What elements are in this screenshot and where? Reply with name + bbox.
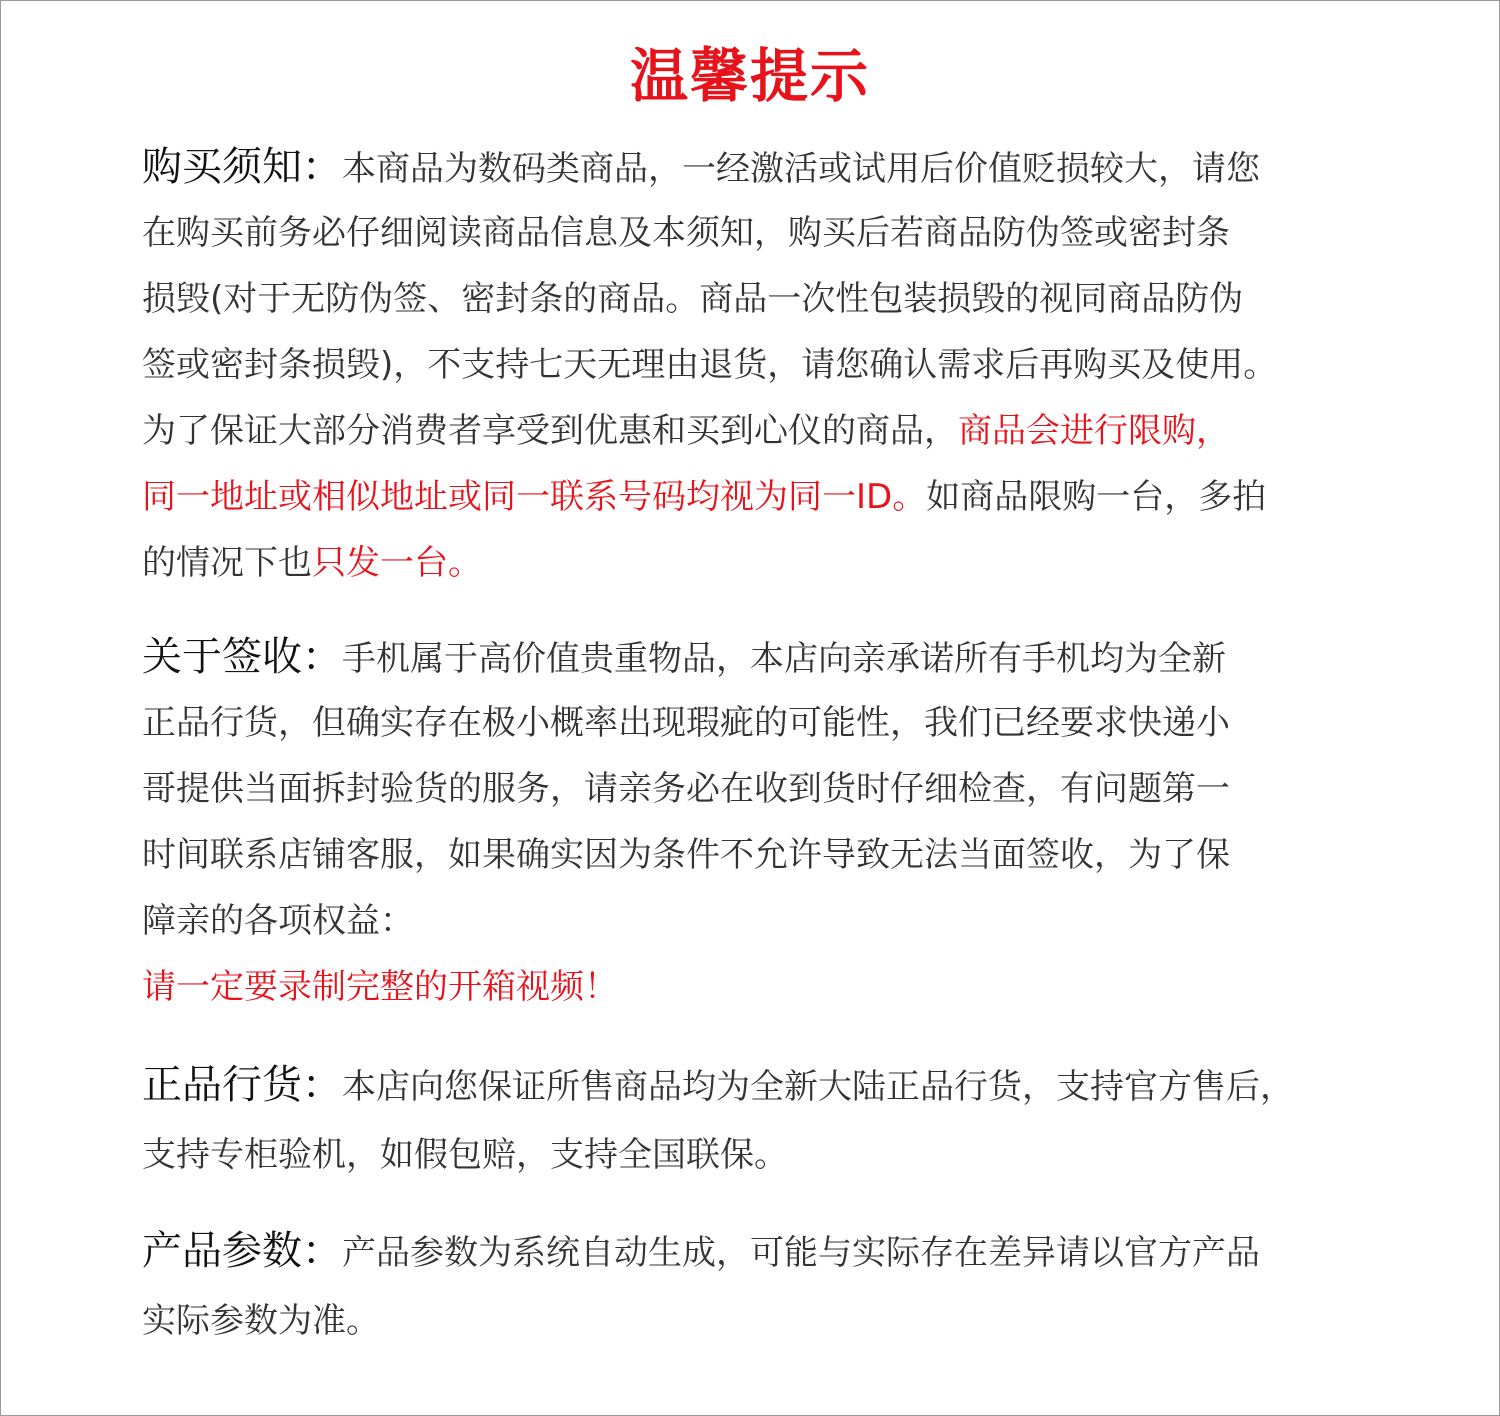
purchase-notice-section [142, 134, 1402, 596]
genuine-line-2: 支持专柜验机，如假包赔，支持全国联保。 [142, 1135, 788, 1175]
params-line-1 [142, 1216, 1402, 1286]
purchase-limit-notice: 商品会进行限购， [958, 411, 1230, 451]
purchase-text-7: 的情况下也 [142, 543, 312, 583]
purchase-line-1 [142, 134, 1402, 200]
params-line-2: 实际参数为准。 [142, 1301, 380, 1341]
purchase-heading: 购买须知： [142, 144, 342, 190]
signing-video-notice: 请一定要录制完整的开箱视频！ [142, 967, 618, 1007]
purchase-line-6 [142, 464, 1402, 530]
genuine-line-1 [142, 1050, 1402, 1120]
purchase-line-5 [142, 398, 1402, 464]
signing-line-4: 时间联系店铺客服，如果确实因为条件不允许导致无法当面签收，为了保 [142, 835, 1230, 875]
signing-heading: 关于签收： [142, 634, 342, 680]
signing-line-1 [142, 624, 1402, 690]
purchase-line-3: 损毁(对于无防伪签、密封条的商品。商品一次性包装损毁的视同商品防伪 [142, 279, 1244, 319]
signing-section [142, 624, 1402, 1020]
signing-line-2: 正品行货，但确实存在极小概率出现瑕疵的可能性，我们已经要求快递小 [142, 703, 1230, 743]
genuine-heading: 正品行货： [142, 1062, 342, 1108]
purchase-line-2: 在购买前务必仔细阅读商品信息及本须知，购买后若商品防伪签或密封条 [142, 213, 1230, 253]
signing-text-1: 手机属于高价值贵重物品，本店向亲承诺所有手机均为全新 [342, 639, 1226, 679]
purchase-ship-one-notice: 只发一台。 [312, 543, 482, 583]
genuine-goods-section [142, 1050, 1402, 1190]
product-params-section [142, 1216, 1402, 1356]
purchase-text-5: 为了保证大部分消费者享受到优惠和买到心仪的商品， [142, 411, 958, 451]
params-heading: 产品参数： [142, 1228, 342, 1274]
purchase-line-7 [142, 530, 1402, 596]
purchase-text-6: 如商品限购一台，多拍 [926, 477, 1267, 517]
purchase-id-rule: 同一地址或相似地址或同一联系号码均视为同一ID。 [142, 477, 927, 517]
genuine-text-1: 本店向您保证所售商品均为全新大陆正品行货，支持官方售后， [342, 1067, 1294, 1107]
purchase-text-1: 本商品为数码类商品，一经激活或试用后价值贬损较大，请您 [342, 149, 1260, 189]
params-text-1: 产品参数为系统自动生成，可能与实际存在差异请以官方产品 [342, 1233, 1260, 1273]
page-title: 温馨提示 [629, 42, 870, 110]
signing-line-5: 障亲的各项权益： [142, 901, 414, 941]
signing-line-3: 哥提供当面拆封验货的服务，请亲务必在收到货时仔细检查，有问题第一 [142, 769, 1230, 809]
purchase-line-4: 签或密封条损毁)，不支持七天无理由退货，请您确认需求后再购买及使用。 [142, 345, 1278, 385]
